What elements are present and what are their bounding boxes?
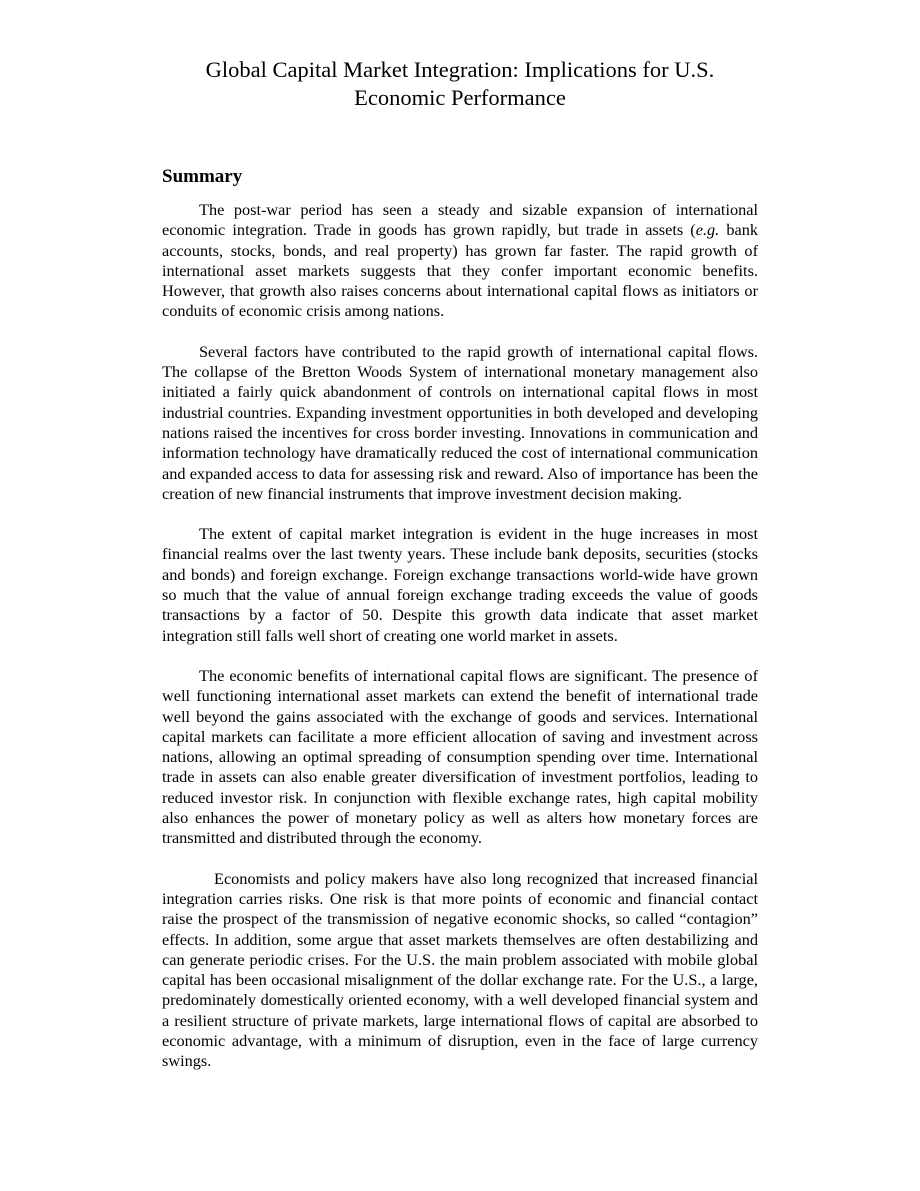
paragraph-1-text-b: bank accounts, stocks, bonds, and real property) has grown far faster. The rapid growth of international asset markets suggests that they confer important economic benefits. However, that growth also raises concerns about international capital flows as initiators or conduits of economic crisis among nations. (162, 220, 758, 321)
paragraph-5: Economists and policy makers have also long recognized that increased financial integration carries risks. One risk is that more points of economic and financial contact raise the prospect of the transmission of negative economic shocks, so called “contagion” effects. In addition, some argue that asset markets themselves are often destabilizing and can generate periodic crises. For the U.S. the main problem associated with mobile global capital has been occasional misalignment of the dollar exchange rate. For the U.S., a large, predominately domestically oriented economy, with a well developed financial system and a resilient structure of private markets, large international flows of capital are absorbed to economic advantage, with a minimum of disruption, even in the face of large currency swings. (162, 868, 758, 1071)
document-title-line-1: Global Capital Market Integration: Implications for U.S. (205, 57, 715, 82)
paragraph-1 (162, 200, 758, 322)
paragraph-1-text-a: The post-war period has seen a steady and sizable expansion of international economic integration. Trade in goods has grown rapidly, but trade in assets ( (162, 200, 758, 240)
summary-heading: Summary (162, 166, 243, 187)
paragraph-2: Several factors have contributed to the rapid growth of international capital flows. The collapse of the Bretton Woods System of international monetary management also initiated a fairly quick abandonment of controls on international capital flows in most industrial countries. Expanding investment opportunities in both developed and developing nations raised the incentives for cross border investing. Innovations in communication and information technology have dramatically reduced the cost of international communication and expanded access to data for assessing risk and reward. Also of importance has been the creation of new financial instruments that improve investment decision making. (162, 341, 758, 503)
paragraph-4: The economic benefits of international capital flows are significant. The presence of well functioning international asset markets can extend the benefit of international trade well beyond the gains associated with the exchange of goods and services. International capital markets can facilitate a more efficient allocation of saving and investment across nations, allowing an optimal spreading of consumption spending over time. International trade in assets can also enable greater diversification of investment portfolios, leading to reduced investor risk. In conjunction with flexible exchange rates, high capital mobility also enhances the power of monetary policy as well as alters how monetary forces are transmitted and distributed through the economy. (162, 665, 758, 848)
document-title-line-2: Economic Performance (354, 85, 566, 110)
document-title (162, 56, 758, 112)
document-page (162, 0, 758, 1072)
paragraph-1-italic: e.g. (695, 220, 720, 240)
paragraph-3: The extent of capital market integration is evident in the huge increases in most financial realms over the last twenty years. These include bank deposits, securities (stocks and bonds) and foreign exchange. Foreign exchange transactions world-wide have grown so much that the value of annual foreign exchange trading exceeds the value of goods transactions by a factor of 50. Despite this growth data indicate that asset market integration still falls well short of creating one world market in assets. (162, 524, 758, 645)
